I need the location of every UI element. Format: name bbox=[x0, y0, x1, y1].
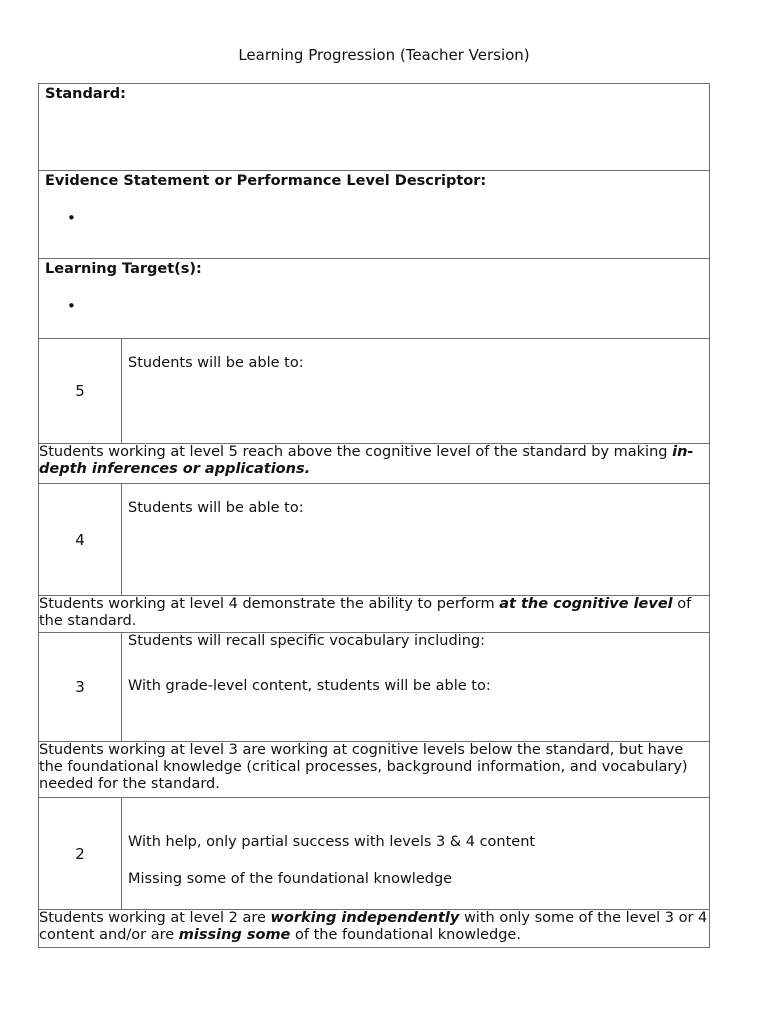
level4-row bbox=[39, 484, 710, 596]
level5-desc-text: Students working at level 5 reach above the cognitive level of the standard by making bbox=[39, 444, 668, 460]
evidence-cell[interactable] bbox=[39, 171, 710, 259]
learning-progression-table bbox=[38, 83, 710, 948]
level3-description-row bbox=[39, 742, 710, 798]
level2-desc-text-middle: with only some of the level 3 or 4 content and/or are bbox=[39, 910, 708, 943]
level5-desc-emphasis: in-depth inferences or applications. bbox=[39, 444, 694, 477]
level2-desc-emphasis-independent: working independently bbox=[270, 910, 460, 926]
level3-content-cell[interactable] bbox=[122, 633, 710, 742]
level5-content-cell[interactable] bbox=[122, 339, 710, 444]
evidence-bullet: • bbox=[67, 209, 76, 227]
level2-desc-text: Students working at level 2 are bbox=[39, 910, 266, 926]
level5-description bbox=[39, 444, 710, 484]
level2-text-missing: Missing some of the foundational knowledge bbox=[128, 871, 453, 887]
level5-row bbox=[39, 339, 710, 444]
evidence-row bbox=[39, 171, 710, 259]
level4-desc-emphasis: at the cognitive level bbox=[499, 596, 673, 612]
level2-description-row bbox=[39, 910, 710, 948]
level4-description-row bbox=[39, 596, 710, 633]
level5-text: Students will be able to: bbox=[128, 355, 304, 371]
standard-cell[interactable] bbox=[39, 84, 710, 171]
level2-description bbox=[39, 910, 710, 948]
level4-description bbox=[39, 596, 710, 633]
level3-description: Students working at level 3 are working at cognitive levels below the standard, but have the foundational knowledge (critical processes, background information, and vocabulary) needed for the standard. bbox=[39, 742, 710, 798]
level3-row bbox=[39, 633, 710, 742]
level2-text-partial: With help, only partial success with levels 3 & 4 content bbox=[128, 834, 536, 850]
level3-number: 3 bbox=[39, 633, 122, 742]
level2-number: 2 bbox=[39, 798, 122, 910]
targets-cell[interactable] bbox=[39, 259, 710, 339]
level2-desc-text-end: of the foundational knowledge. bbox=[295, 927, 521, 943]
standard-label: Standard: bbox=[45, 86, 126, 102]
level4-desc-text: Students working at level 4 demonstrate the ability to perform bbox=[39, 596, 495, 612]
level4-number: 4 bbox=[39, 484, 122, 596]
level4-text: Students will be able to: bbox=[128, 500, 304, 516]
targets-label: Learning Target(s): bbox=[45, 261, 202, 277]
targets-bullet: • bbox=[67, 297, 76, 315]
evidence-label: Evidence Statement or Performance Level Descriptor: bbox=[45, 173, 487, 189]
level2-desc-emphasis-missing: missing some bbox=[178, 927, 291, 943]
targets-row bbox=[39, 259, 710, 339]
level2-row bbox=[39, 798, 710, 910]
level4-content-cell[interactable] bbox=[122, 484, 710, 596]
level5-number: 5 bbox=[39, 339, 122, 444]
standard-row bbox=[39, 84, 710, 171]
level5-description-row bbox=[39, 444, 710, 484]
level2-content-cell[interactable] bbox=[122, 798, 710, 910]
level3-text-vocabulary: Students will recall specific vocabulary including: bbox=[128, 633, 485, 649]
level3-text-content: With grade-level content, students will be able to: bbox=[128, 678, 491, 694]
level4-desc-text-end: of the standard. bbox=[39, 596, 692, 629]
document-title: Learning Progression (Teacher Version) bbox=[238, 46, 530, 64]
